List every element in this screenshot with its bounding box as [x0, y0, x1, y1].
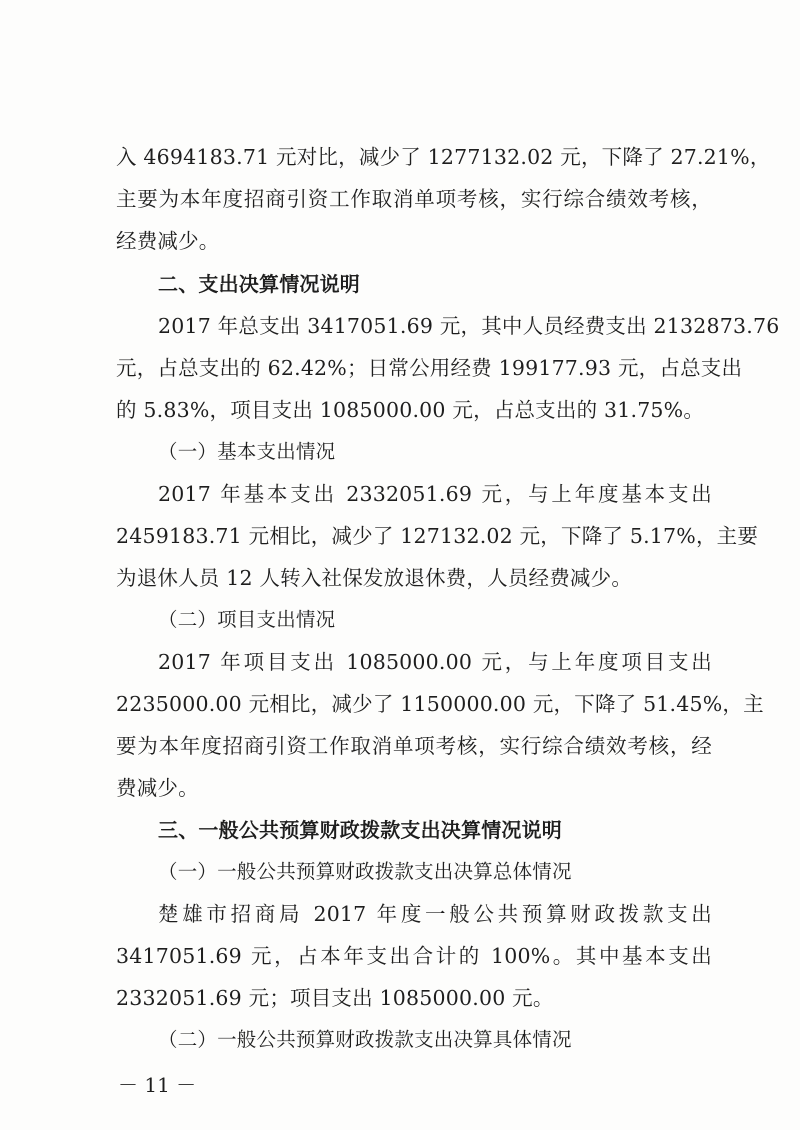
paragraph-line: 3417051.69 元，占本年支出合计的 100%。其中基本支出: [116, 944, 712, 968]
subsection-heading-detail: （二）一般公共预算财政拨款支出决算具体情况: [158, 1028, 572, 1051]
subsection-heading-project: （二）项目支出情况: [158, 608, 336, 631]
section-heading-general-budget: 三、一般公共预算财政拨款支出决算情况说明: [158, 818, 562, 842]
paragraph-line: 入 4694183.71 元对比，减少了 1277132.02 元，下降了 27.21%，: [116, 145, 771, 169]
paragraph-line: 2332051.69 元；项目支出 1085000.00 元。: [116, 986, 554, 1010]
paragraph-line: 的 5.83%，项目支出 1085000.00 元，占总支出的 31.75%。: [116, 398, 705, 422]
paragraph-line: 2017 年基本支出 2332051.69 元，与上年度基本支出: [158, 482, 712, 506]
paragraph-line: 费减少。: [116, 776, 199, 800]
paragraph-line: 经费减少。: [116, 229, 220, 253]
paragraph-line: 2459183.71 元相比，减少了 127132.02 元，下降了 5.17%，主要: [116, 524, 759, 548]
paragraph-line: 要为本年度招商引资工作取消单项考核，实行综合绩效考核，经: [116, 734, 712, 758]
subsection-heading-overall: （一）一般公共预算财政拨款支出决算总体情况: [158, 860, 572, 883]
paragraph-line: 主要为本年度招商引资工作取消单项考核，实行综合绩效考核，: [116, 187, 712, 211]
subsection-heading-basic: （一）基本支出情况: [158, 440, 336, 463]
page-number: － 11 －: [118, 1073, 197, 1097]
paragraph-line: 为退休人员 12 人转入社保发放退休费，人员经费减少。: [116, 566, 633, 590]
section-heading-expenditure: 二、支出决算情况说明: [158, 272, 360, 296]
paragraph-line: 2017 年项目支出 1085000.00 元，与上年度项目支出: [158, 650, 712, 674]
paragraph-line: 楚雄市招商局 2017 年度一般公共预算财政拨款支出: [158, 902, 712, 926]
paragraph-line: 2017 年总支出 3417051.69 元，其中人员经费支出 2132873.76: [158, 314, 780, 338]
paragraph-line: 元，占总支出的 62.42%；日常公用经费 199177.93 元，占总支出: [116, 356, 743, 380]
paragraph-line: 2235000.00 元相比，减少了 1150000.00 元，下降了 51.45%，主: [116, 692, 764, 716]
